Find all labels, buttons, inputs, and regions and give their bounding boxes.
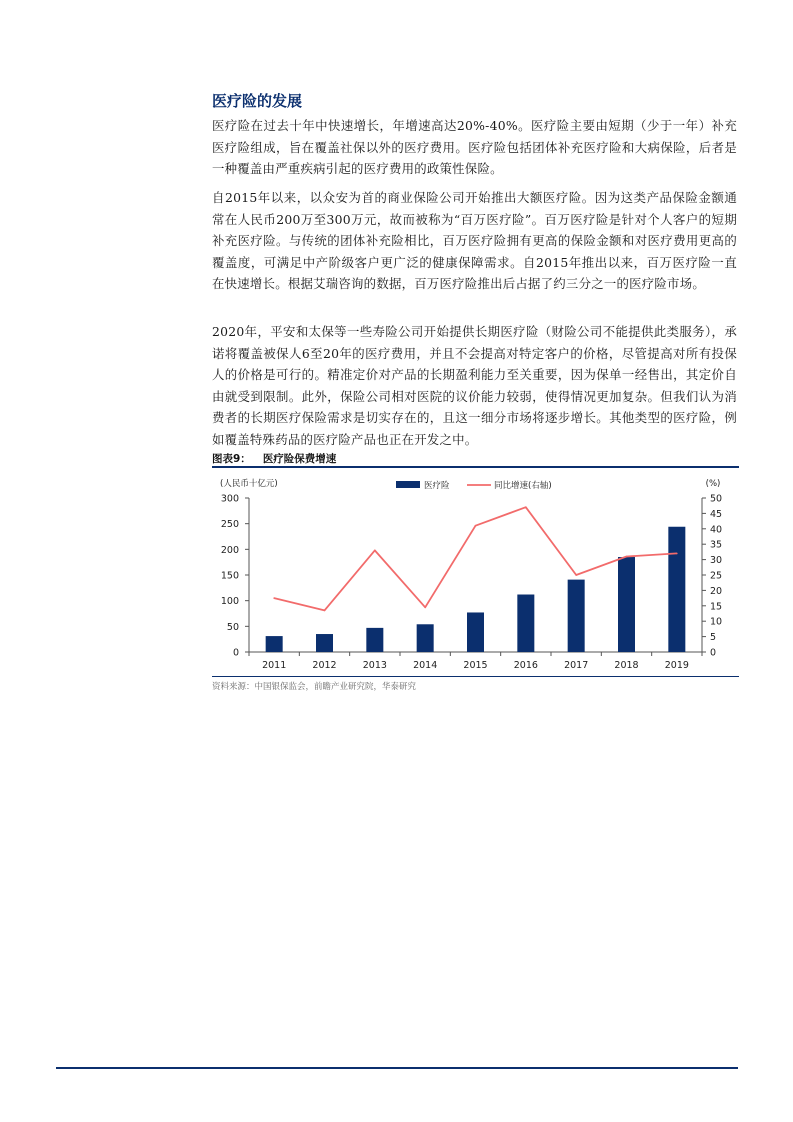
figure-bottom-rule [212, 676, 739, 677]
growth-point-2013 [374, 550, 376, 552]
right-tick-label: 20 [710, 585, 723, 597]
x-tick-label: 2015 [463, 660, 488, 671]
x-tick-label: 2014 [413, 660, 438, 671]
figure-title: 医疗险保费增速 [262, 453, 337, 465]
bar-2013 [366, 628, 383, 652]
right-tick-label: 30 [710, 555, 723, 567]
paragraph-3: 2020年，平安和太保等一些寿险公司开始提供长期医疗险（财险公司不能提供此类服务），承诺将覆盖被保人6至20年的医疗费用，并且不会提高对特定客户的价格，尽管提高对所有投保人的价格是可行的。精准定价对产品的长期盈利能力至关重要，因为保单一经售出，其定价自由就受到限制。此外，保险公司相对医院的议价能力较弱，使得情况更加复杂。但我们认为消费者的长期医疗保险需求是切实存在的，且这一细分市场将逐步增长。其他类型的医疗险，例如覆盖特殊药品的医疗险产品也正在开发之中。 [212, 324, 737, 447]
bar-2011 [266, 636, 283, 652]
y2-axis-label: (%) [705, 479, 721, 489]
legend-bar-label: 医疗险 [424, 481, 450, 491]
right-tick-label: 25 [710, 570, 723, 582]
bar-2016 [517, 595, 534, 652]
right-tick-label: 15 [710, 601, 723, 613]
footer-rule [56, 1067, 738, 1069]
right-tick-label: 45 [710, 508, 723, 520]
growth-point-2016 [525, 506, 527, 508]
y-axis-label: (人民币十亿元) [220, 479, 278, 489]
x-tick-label: 2016 [513, 660, 538, 671]
right-tick-label: 50 [710, 493, 723, 505]
bar-2012 [316, 634, 333, 652]
bar-2017 [568, 580, 585, 652]
right-tick-label: 10 [710, 616, 723, 628]
left-tick-label: 300 [220, 493, 239, 505]
right-tick-label: 0 [710, 647, 717, 659]
right-tick-label: 5 [710, 632, 717, 644]
growth-point-2014 [424, 607, 426, 609]
growth-point-2012 [324, 610, 326, 612]
left-tick-label: 250 [220, 519, 239, 531]
left-tick-label: 150 [220, 570, 239, 582]
paragraph-2: 自2015年以来，以众安为首的商业保险公司开始推出大额医疗险。因为这类产品保险金额通常在人民币200万至300万元，故而被称为“百万医疗险”。百万医疗险是针对个人客户的短期补充医疗险。与传统的团体补充险相比，百万医疗险拥有更高的保险金额和对医疗费用更高的覆盖度，可满足中产阶级客户更广泛的健康保障需求。自2015年推出以来，百万医疗险一直在快速增长。根据艾瑞咨询的数据，百万医疗险推出后占据了约三分之一的医疗险市场。 [212, 190, 737, 292]
left-tick-label: 0 [232, 647, 239, 659]
legend-bar-swatch [396, 481, 420, 488]
growth-line [274, 507, 677, 610]
left-tick-label: 100 [220, 596, 239, 608]
growth-point-2015 [475, 525, 477, 527]
x-tick-label: 2013 [362, 660, 387, 671]
left-tick-label: 200 [220, 544, 239, 556]
figure-number: 图表9： [212, 453, 251, 465]
section-title: 医疗险的发展 [212, 92, 303, 110]
left-tick-label: 50 [226, 621, 239, 633]
paragraph-1: 医疗险在过去十年中快速增长，年增速高达20%-40%。医疗险主要由短期（少于一年）补充医疗险组成，旨在覆盖社保以外的医疗费用。医疗险包括团体补充医疗险和大病保险，后者是一种覆盖由严重疾病引起的医疗费用的政策性保险。 [212, 118, 737, 177]
right-tick-label: 40 [710, 524, 723, 536]
x-tick-label: 2019 [664, 660, 689, 671]
x-tick-label: 2018 [614, 660, 639, 671]
legend-line-label: 同比增速(右轴) [494, 481, 552, 491]
growth-point-2017 [575, 574, 577, 576]
bar-2015 [467, 612, 484, 652]
bar-2019 [668, 527, 685, 652]
right-tick-label: 35 [710, 539, 723, 551]
x-tick-label: 2011 [262, 660, 287, 671]
growth-point-2018 [626, 556, 628, 558]
growth-point-2019 [676, 553, 678, 555]
x-tick-label: 2017 [564, 660, 589, 671]
figure-source: 资料来源：中国银保监会，前瞻产业研究院，华泰研究 [212, 682, 417, 692]
bar-2018 [618, 557, 635, 652]
bar-2014 [417, 624, 434, 652]
x-tick-label: 2012 [312, 660, 337, 671]
growth-point-2011 [273, 597, 275, 599]
